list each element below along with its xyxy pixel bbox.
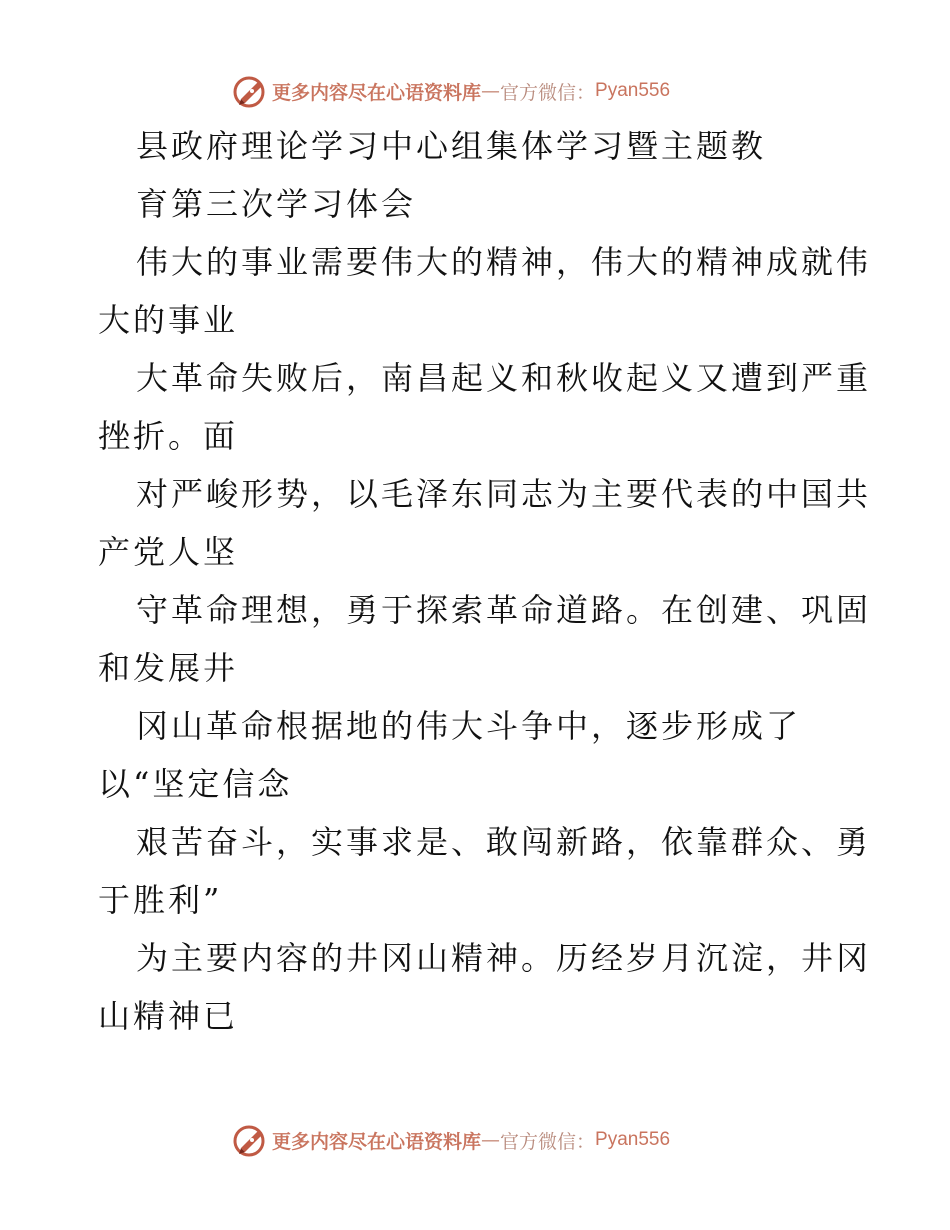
text-line: 山精神已 [98,997,239,1035]
text-line: 产党人坚 [98,533,239,571]
pen-logo-icon [232,1122,268,1158]
watermark-wechat-id: Pyan556 [595,1129,671,1150]
document-title-line: 县政府理论学习中心组集体学习暨主题教 [136,127,767,165]
text-line: 大革命失败后，南昌起义和秋收起义又遭到严重 [136,359,872,397]
text-line: 冈山革命根据地的伟大斗争中，逐步形成了 [136,707,802,745]
watermark-wechat-label: 官方微信： [500,1130,596,1153]
footer-watermark [232,1122,670,1158]
text-line: 艰苦奋斗，实事求是、敢闯新路，依靠群众、勇 [136,823,872,861]
text-line: 和发展井 [98,649,239,687]
text-line: 大的事业 [98,301,239,339]
text-line: 挫折。面 [98,417,239,455]
text-line: 对严峻形势，以毛泽东同志为主要代表的中国共 [136,475,872,513]
text-line: 守革命理想，勇于探索革命道路。在创建、巩固 [136,591,872,629]
watermark-wechat-id: Pyan556 [595,80,671,101]
watermark-dash: — [481,80,501,102]
watermark-wechat-label: 官方微信： [500,81,596,104]
watermark-title: 更多内容尽在心语资料库 [272,1130,482,1153]
header-watermark [232,73,670,109]
watermark-dash: — [481,1129,501,1151]
text-line: 以“坚定信念 [98,765,293,803]
text-line: 于胜利” [98,881,223,919]
pen-logo-icon [232,73,268,109]
document-title-line: 育第三次学习体会 [136,185,417,223]
text-line: 伟大的事业需要伟大的精神，伟大的精神成就伟 [136,243,872,281]
text-line: 为主要内容的井冈山精神。历经岁月沉淀，井冈 [136,939,872,977]
watermark-title: 更多内容尽在心语资料库 [272,81,482,104]
